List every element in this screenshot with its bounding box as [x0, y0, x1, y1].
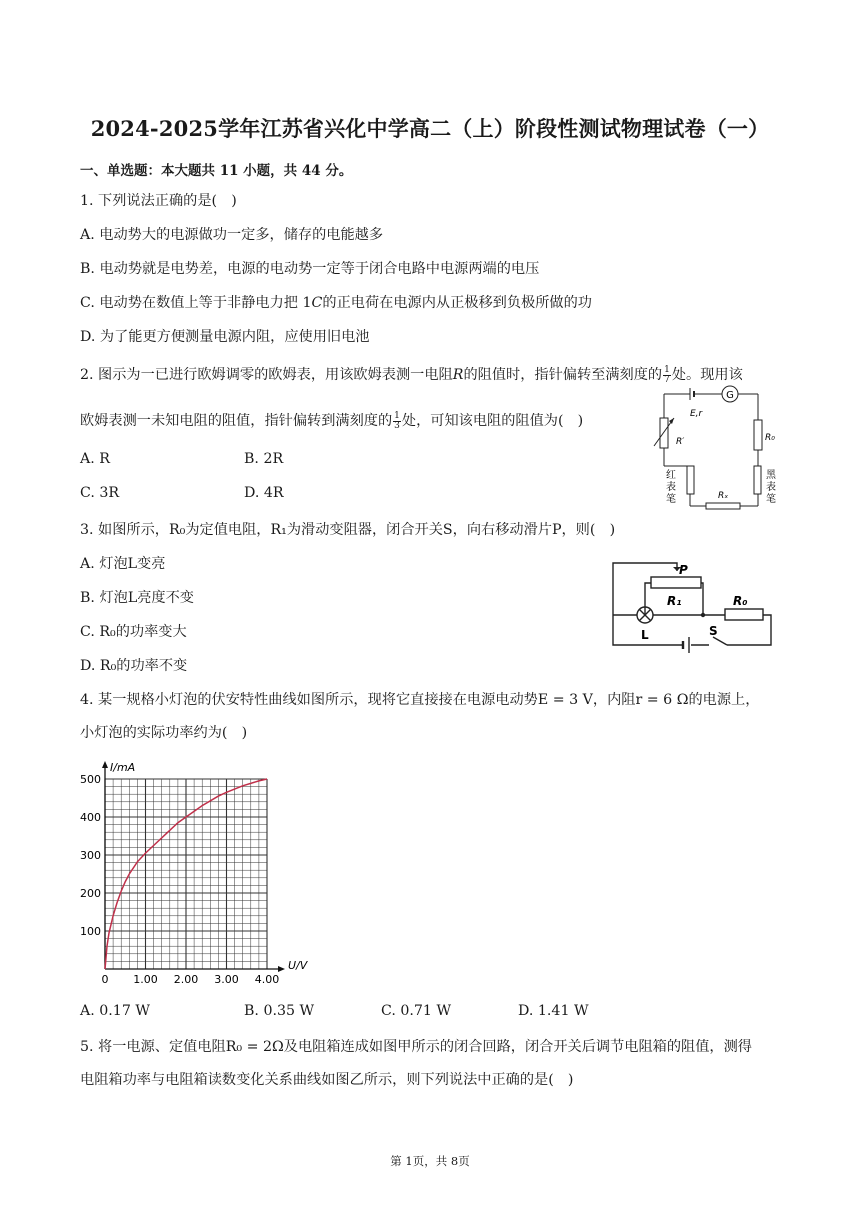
y-tick-label: 200 — [80, 887, 101, 900]
q1-option-c-pre: C. 电动势在数值上等于非静电力把 1 — [80, 295, 312, 311]
q4-stem-line1: 4. 某一规格小灯泡的伏安特性曲线如图所示，现将它直接接在电源电动势E = 3 V，内阻r = 6 Ω的电源上， — [80, 692, 760, 708]
q2-option-c: C. 3R — [80, 485, 120, 501]
rx-label: Rₓ — [718, 491, 729, 501]
fraction-denominator: 3 — [394, 420, 400, 431]
switch-label: S — [709, 624, 718, 638]
q2-stem-text-post: 处。现用该 — [671, 367, 743, 383]
junction-dot — [701, 613, 705, 617]
r0-label: R₀ — [765, 433, 775, 443]
fraction-numerator: 1 — [664, 364, 670, 375]
y-tick-label: 300 — [80, 849, 101, 862]
q3-option-c: C. R₀的功率变大 — [80, 624, 187, 640]
section-heading: 一、单选题：本大题共 11 小题，共 44 分。 — [80, 163, 353, 179]
q4-stem-line2: 小灯泡的实际功率约为( ) — [80, 725, 248, 741]
r0-label: R₀ — [733, 594, 748, 608]
q3-option-d: D. R₀的功率不变 — [80, 658, 188, 674]
y-tick-label: 100 — [80, 925, 101, 938]
x-tick-label: 3.00 — [214, 973, 239, 985]
q3-option-b: B. 灯泡L亮度不变 — [80, 590, 194, 606]
x-tick-label: 4.00 — [254, 973, 280, 985]
q1-option-a: A. 电动势大的电源做功一定多，储存的电能越多 — [80, 227, 384, 243]
rprime-label: R′ — [676, 437, 685, 447]
y-axis-arrow-icon — [102, 761, 108, 768]
slider-p-label: P — [679, 563, 688, 577]
q1-option-b: B. 电动势就是电势差，电源的电动势一定等于闭合电路中电源两端的电压 — [80, 261, 540, 277]
q1-stem: 1. 下列说法正确的是( ) — [80, 193, 237, 209]
fraction-denominator: 7 — [664, 374, 670, 385]
red-probe-label-2: 表 — [666, 482, 676, 493]
lamp-label: L — [641, 628, 649, 642]
chart-tick-labels — [80, 773, 279, 985]
galvanometer-label: G — [726, 390, 734, 401]
fraction-numerator: 1 — [394, 410, 400, 421]
q5-stem-line1: 5. 将一电源、定值电阻R₀ = 2Ω及电阻箱连成如图甲所示的闭合回路，闭合开关后调节电阻箱的阻值，测得 — [80, 1039, 752, 1055]
page-title: 2024-2025学年江苏省兴化中学高二（上）阶段性测试物理试卷（一） — [90, 116, 770, 141]
black-probe-label-3: 笔 — [766, 494, 776, 505]
q2-option-b: B. 2R — [244, 451, 284, 467]
q2-stem-text-mid: 的阻值时，指针偏转至满刻度的 — [463, 367, 663, 383]
q4-option-a: A. 0.17 W — [80, 1003, 150, 1019]
red-probe-label-3: 笔 — [666, 494, 676, 505]
y-tick-label: 500 — [80, 773, 101, 786]
rheostat-circuit-diagram — [605, 555, 780, 655]
q2-stem-text: 欧姆表测一未知电阻的阻值，指针偏转到满刻度的 — [80, 413, 393, 429]
q1-option-c-post: 的正电荷在电源内从正极移到负极所做的功 — [322, 295, 592, 311]
q2-option-d: D. 4R — [244, 485, 284, 501]
q2-fraction-1-3 — [393, 412, 401, 431]
y-axis-label: I/mA — [110, 761, 136, 774]
page-footer: 第 1页，共 8页 — [390, 1154, 470, 1168]
q3-option-a: A. 灯泡L变亮 — [80, 556, 166, 572]
q2-option-a: A. R — [80, 451, 110, 467]
q4-option-d: D. 1.41 W — [518, 1003, 589, 1019]
x-axis-arrow-icon — [278, 966, 285, 972]
q2-stem-line2 — [80, 410, 583, 431]
q2-stem-text-post: 处，可知该电阻的阻值为( ) — [401, 413, 584, 429]
emf-label: E,r — [690, 409, 703, 419]
iv-curve-chart — [70, 755, 325, 985]
red-probe-label-1: 红 — [666, 470, 676, 481]
q4-option-c: C. 0.71 W — [381, 1003, 452, 1019]
q3-stem: 3. 如图所示，R₀为定值电阻，R₁为滑动变阻器，闭合开关S，向右移动滑片P，则( ) — [80, 522, 616, 538]
y-tick-label: 400 — [80, 811, 101, 824]
q1-option-c-var: C — [311, 295, 323, 311]
x-tick-label: 1.00 — [133, 973, 158, 985]
ohmmeter-circuit-diagram — [640, 382, 790, 514]
x-axis-label: U/V — [288, 959, 308, 972]
black-probe-label-2: 表 — [766, 482, 776, 493]
r1-label: R₁ — [667, 594, 682, 608]
q5-stem-line2: 电阻箱功率与电阻箱读数变化关系曲线如图乙所示，则下列说法中正确的是( ) — [80, 1072, 574, 1088]
x-tick-label: 2.00 — [173, 973, 199, 985]
q2-var-r: R — [452, 367, 464, 383]
q4-option-b: B. 0.35 W — [244, 1003, 315, 1019]
q1-option-c — [80, 292, 592, 312]
q1-option-d: D. 为了能更方便测量电源内阻，应使用旧电池 — [80, 329, 370, 345]
black-probe-label-1: 黑 — [766, 470, 776, 481]
x-tick-label: 0 — [101, 973, 109, 985]
q2-stem-text: 2. 图示为一已进行欧姆调零的欧姆表，用该欧姆表测一电阻 — [80, 367, 453, 383]
